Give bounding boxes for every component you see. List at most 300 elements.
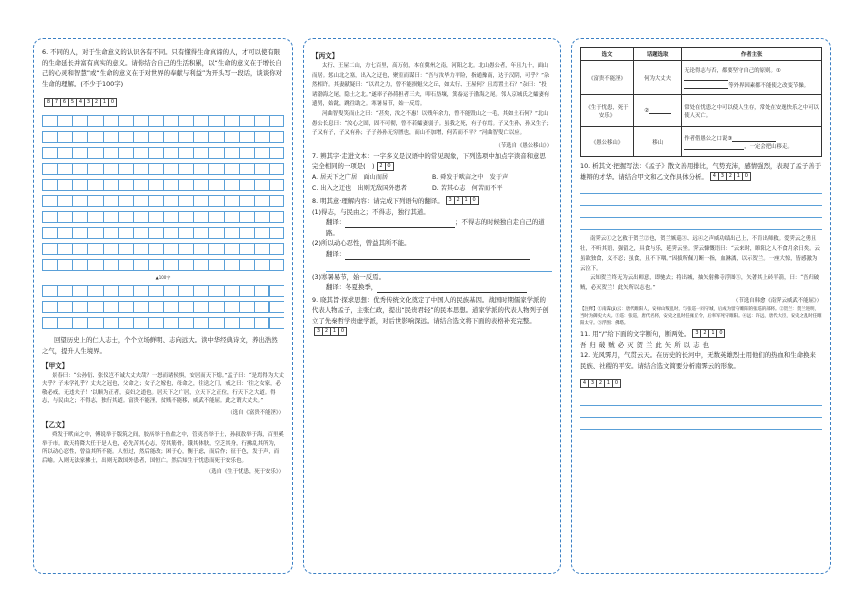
yi-source: （选自《生于忧患，死于安乐》） bbox=[205, 469, 284, 476]
score-cell[interactable]: 1 bbox=[463, 197, 471, 204]
grid-cell[interactable] bbox=[133, 243, 148, 255]
grid-cell[interactable] bbox=[239, 115, 254, 127]
grid-cell[interactable] bbox=[42, 259, 57, 271]
grid-cell[interactable] bbox=[57, 195, 72, 207]
grid-cell[interactable] bbox=[163, 163, 178, 175]
score-box[interactable] bbox=[692, 329, 725, 338]
grid-cell[interactable] bbox=[224, 301, 239, 313]
grid-cell[interactable] bbox=[193, 301, 208, 313]
grid-cell[interactable] bbox=[208, 131, 223, 143]
grid-cell[interactable] bbox=[239, 317, 254, 329]
grid-cell[interactable] bbox=[254, 227, 269, 239]
score-cell[interactable]: 1 bbox=[101, 99, 109, 106]
grid-cell[interactable] bbox=[103, 147, 118, 159]
grid-cell[interactable] bbox=[72, 195, 87, 207]
grid-cell[interactable] bbox=[193, 147, 208, 159]
grid-cell[interactable] bbox=[57, 285, 72, 297]
q12-answer-line[interactable] bbox=[580, 394, 822, 406]
score-cell[interactable]: 2 bbox=[378, 163, 386, 170]
grid-cell[interactable] bbox=[163, 301, 178, 313]
grid-cell[interactable] bbox=[224, 179, 239, 191]
score-cell[interactable]: 4 bbox=[711, 173, 719, 180]
jia-source: （选自《富贵不能淫》） bbox=[227, 409, 284, 416]
grid-cell[interactable] bbox=[239, 211, 254, 223]
grid-cell[interactable] bbox=[57, 179, 72, 191]
grid-cell[interactable] bbox=[42, 163, 57, 175]
grid-cell[interactable] bbox=[193, 285, 208, 297]
question-6: 6. 不同的人，对于生命意义的认识各有不同。只有懂得生命真谛的人，才可以使有限的生命延长并富有真实的意义。请你结合自己的生活积累，以“生命的意义在于增长自己的心灵和智慧”或“生命的意义在于对世界的奉献与利益”为开头写一段话，谈谈你对生命的理解。(不少于100字) bbox=[42, 48, 282, 88]
grid-cell[interactable] bbox=[239, 179, 254, 191]
grid-cell[interactable] bbox=[224, 285, 239, 297]
grid-cell[interactable] bbox=[103, 285, 118, 297]
grid-cell[interactable] bbox=[269, 115, 284, 127]
grid-cell[interactable] bbox=[239, 195, 254, 207]
grid-cell[interactable] bbox=[57, 227, 72, 239]
grid-cell[interactable] bbox=[57, 243, 72, 255]
grid-cell[interactable] bbox=[148, 317, 163, 329]
score-cell[interactable]: 3 bbox=[693, 330, 701, 337]
grid-cell[interactable] bbox=[42, 179, 57, 191]
grid-cell[interactable] bbox=[42, 243, 57, 255]
grid-cell[interactable] bbox=[254, 131, 269, 143]
score-cell[interactable]: 0 bbox=[387, 162, 391, 169]
score-cell[interactable]: 3 bbox=[719, 173, 727, 180]
score-cell[interactable]: 1 bbox=[605, 380, 613, 387]
grid-cell[interactable] bbox=[208, 195, 223, 207]
grid-cell[interactable] bbox=[163, 179, 178, 191]
grid-cell[interactable] bbox=[224, 163, 239, 175]
grid-cell[interactable] bbox=[193, 243, 208, 255]
grid-cell[interactable] bbox=[269, 259, 284, 271]
grid-cell[interactable] bbox=[193, 211, 208, 223]
grid-cell[interactable] bbox=[118, 317, 133, 329]
grid-cell[interactable] bbox=[208, 285, 223, 297]
grid-cell[interactable] bbox=[118, 259, 133, 271]
jia-title: 【甲文】 bbox=[42, 361, 69, 370]
q8-answer-3[interactable]: 翻译：冬夏换季， bbox=[312, 282, 552, 293]
grid-cell[interactable] bbox=[148, 131, 163, 143]
score-box[interactable] bbox=[710, 172, 751, 181]
grid-cell[interactable] bbox=[148, 115, 163, 127]
q7-option-a[interactable]: A. 居天下之广居 面山而居 bbox=[312, 173, 389, 181]
grid-cell[interactable] bbox=[72, 115, 87, 127]
grid-cell[interactable] bbox=[208, 301, 223, 313]
grid-cell[interactable] bbox=[57, 317, 72, 329]
grid-cell[interactable] bbox=[133, 259, 148, 271]
table-cell: 《富贵不能淫》 bbox=[581, 61, 634, 95]
score-cell[interactable]: 2 bbox=[597, 380, 605, 387]
grid-cell[interactable] bbox=[224, 317, 239, 329]
grid-cell[interactable] bbox=[57, 131, 72, 143]
grid-cell[interactable] bbox=[224, 115, 239, 127]
grid-cell[interactable] bbox=[239, 243, 254, 255]
q7-option-b[interactable]: B. 舜发于畎亩之中 发于声 bbox=[432, 173, 509, 181]
q10-answer-line[interactable] bbox=[580, 218, 822, 230]
grid-cell[interactable] bbox=[118, 195, 133, 207]
grid-cell[interactable] bbox=[133, 195, 148, 207]
grid-cell[interactable] bbox=[269, 211, 284, 223]
score-cell[interactable]: 8 bbox=[45, 99, 53, 106]
grid-cell[interactable] bbox=[239, 147, 254, 159]
grid-cell[interactable] bbox=[42, 211, 57, 223]
grid-cell[interactable] bbox=[87, 227, 102, 239]
question-11: 11. 用“/”给下面的文字断句，断两处。 3 2 1 0 bbox=[580, 329, 822, 340]
grid-cell[interactable] bbox=[103, 115, 118, 127]
grid-cell[interactable] bbox=[163, 195, 178, 207]
grid-cell[interactable] bbox=[193, 317, 208, 329]
grid-cell[interactable] bbox=[269, 285, 284, 297]
score-box[interactable] bbox=[314, 327, 347, 336]
grid-cell[interactable] bbox=[254, 243, 269, 255]
grid-cell[interactable] bbox=[224, 147, 239, 159]
grid-cell[interactable] bbox=[178, 317, 193, 329]
grid-cell[interactable] bbox=[269, 179, 284, 191]
score-box[interactable] bbox=[44, 98, 117, 107]
grid-cell[interactable] bbox=[72, 259, 87, 271]
score-cell[interactable]: 3 bbox=[315, 328, 323, 335]
grid-cell[interactable] bbox=[178, 131, 193, 143]
grid-cell[interactable] bbox=[239, 285, 254, 297]
grid-cell[interactable] bbox=[193, 115, 208, 127]
grid-cell[interactable] bbox=[148, 195, 163, 207]
score-cell[interactable]: 2 bbox=[93, 99, 101, 106]
table-cell-answer[interactable]: 无论得志与否，都要坚守自己的原则。① 等外界因素都不能使之改变节操。 bbox=[682, 61, 822, 95]
grid-cell[interactable] bbox=[163, 243, 178, 255]
grid-cell[interactable] bbox=[87, 195, 102, 207]
grid-cell[interactable] bbox=[208, 163, 223, 175]
score-cell[interactable]: 1 bbox=[331, 328, 339, 335]
score-cell[interactable]: 4 bbox=[581, 380, 589, 387]
table-cell: 移山 bbox=[634, 127, 682, 157]
grid-cell[interactable] bbox=[72, 179, 87, 191]
score-cell[interactable]: 2 bbox=[701, 330, 709, 337]
grid-cell[interactable] bbox=[224, 211, 239, 223]
grid-cell[interactable] bbox=[103, 211, 118, 223]
grid-cell[interactable] bbox=[72, 147, 87, 159]
grid-cell[interactable] bbox=[103, 179, 118, 191]
grid-cell[interactable] bbox=[42, 227, 57, 239]
grid-cell[interactable] bbox=[118, 147, 133, 159]
grid-cell[interactable] bbox=[87, 115, 102, 127]
grid-cell[interactable] bbox=[163, 115, 178, 127]
column-3 bbox=[571, 38, 831, 574]
grid-cell[interactable] bbox=[87, 259, 102, 271]
grid-cell[interactable] bbox=[148, 227, 163, 239]
q8-answer-2-line[interactable] bbox=[326, 260, 552, 272]
question-7: 7. 辨其字·走进文本：一字多义是汉语中的常见现象，下列选项中加点字读音和意思完全相同的一项是( ) 2 0 bbox=[312, 151, 546, 171]
writing-grid[interactable] bbox=[42, 115, 284, 329]
grid-cell[interactable] bbox=[72, 301, 87, 313]
score-cell[interactable]: 0 bbox=[614, 380, 619, 387]
grid-cell[interactable] bbox=[193, 259, 208, 271]
grid-cell[interactable] bbox=[208, 227, 223, 239]
grid-cell[interactable] bbox=[239, 227, 254, 239]
grid-cell[interactable] bbox=[72, 285, 87, 297]
grid-cell[interactable] bbox=[178, 147, 193, 159]
grid-cell[interactable] bbox=[133, 115, 148, 127]
grid-cell[interactable] bbox=[254, 285, 269, 297]
grid-cell[interactable] bbox=[87, 131, 102, 143]
grid-cell[interactable] bbox=[254, 115, 269, 127]
bing-title: 【丙文】 bbox=[312, 52, 339, 60]
grid-cell[interactable] bbox=[254, 179, 269, 191]
grid-cell[interactable] bbox=[269, 163, 284, 175]
question-8: 8. 明其意·理解内容：请完成下列语句的翻译。 3 2 1 0 bbox=[312, 196, 552, 207]
grid-cell[interactable] bbox=[103, 317, 118, 329]
grid-cell[interactable] bbox=[118, 285, 133, 297]
grid-cell[interactable] bbox=[178, 301, 193, 313]
q7-option-d[interactable]: D. 苦其心志 何苦而不平 bbox=[432, 184, 503, 192]
grid-cell[interactable] bbox=[57, 259, 72, 271]
score-cell[interactable]: 2 bbox=[323, 328, 331, 335]
grid-cell[interactable] bbox=[87, 163, 102, 175]
grid-cell[interactable] bbox=[208, 243, 223, 255]
grid-cell[interactable] bbox=[72, 227, 87, 239]
q8-answer-1[interactable]: 翻译： ；不得志的时候独自走自己的道路。 bbox=[326, 218, 545, 237]
grid-cell[interactable] bbox=[133, 285, 148, 297]
grid-cell[interactable] bbox=[103, 131, 118, 143]
notes: 【注释】①南霁(jì)云：唐代睢阳人，安禄山叛乱时，与张巡一同守城，后成为留守睢阳的张巡的部将。②贺兰：贺兰进明，当时为御史大夫。③巡：张巡，唐代名将，安史之乱时任雍丘令，后率军死守睢阳。④远：许远，唐代大臣，安史之乱时任睢阳太守。⑤浮图：佛塔。 bbox=[580, 306, 822, 326]
grid-cell[interactable] bbox=[254, 195, 269, 207]
bing-text-2: 河曲智叟笑而止之曰：“甚矣，汝之不惠！以残年余力，曾不能毁山之一毛，其如土石何？”北山愚公长息曰：“汝心之固，固不可彻，曾不若孀妻弱子。虽我之死，有子存焉。子又生孙，孙又生子；子又有子，子又有孙；子子孙孙无穷匮也，而山不加增，何苦而不平？”河曲智叟亡以应。 bbox=[312, 110, 552, 137]
grid-cell[interactable] bbox=[269, 195, 284, 207]
grid-cell[interactable] bbox=[178, 163, 193, 175]
grid-cell[interactable] bbox=[208, 317, 223, 329]
grid-cell[interactable] bbox=[254, 147, 269, 159]
grid-cell[interactable] bbox=[103, 243, 118, 255]
grid-cell[interactable] bbox=[163, 227, 178, 239]
grid-cell[interactable] bbox=[42, 147, 57, 159]
grid-cell[interactable] bbox=[133, 179, 148, 191]
grid-cell[interactable] bbox=[163, 259, 178, 271]
q10-answer-line[interactable] bbox=[580, 206, 822, 218]
grid-cell[interactable] bbox=[193, 227, 208, 239]
grid-cell[interactable] bbox=[178, 211, 193, 223]
grid-cell[interactable] bbox=[193, 163, 208, 175]
ding-text-1: 南霁云①之乞救于贺兰②也，贺兰嫉巡③、远④之声威功绩出己上，不肯出师救。爱霁云之勇且壮，不听其语，强留之，具食与乐，延霁云坐。霁云慷慨语曰：“云来时，睢阳之人不食月余日矣。云虽欲独食，义不忍；虽食，且不下咽。”因拔所佩刀断一指，血淋漓，以示贺兰。一座大惊，皆感激为云泣下。 bbox=[580, 236, 820, 272]
score-cell[interactable]: 0 bbox=[110, 99, 115, 106]
grid-cell[interactable] bbox=[118, 179, 133, 191]
grid-cell[interactable] bbox=[42, 301, 57, 313]
ding-text-2: 云知贺兰终无为云出师意，即驰去；将出城，抽矢射佛寺浮图⑤，矢著其上砖半箭，曰：“吾归破贼，必灭贺兰！此矢所以志也。” bbox=[580, 275, 820, 292]
intro-text: 回望历史上的仁人志士，个个立场鲜明、志向远大。读中华经典诗文，养出浩然之气，提升人生境界。 bbox=[42, 336, 278, 355]
q12-answer-line[interactable] bbox=[580, 418, 822, 430]
grid-cell[interactable] bbox=[208, 259, 223, 271]
grid-cell[interactable] bbox=[193, 131, 208, 143]
grid-cell[interactable] bbox=[72, 317, 87, 329]
grid-cell[interactable] bbox=[224, 227, 239, 239]
grid-cell[interactable] bbox=[254, 163, 269, 175]
grid-cell[interactable] bbox=[163, 211, 178, 223]
grid-cell[interactable] bbox=[103, 259, 118, 271]
grid-cell[interactable] bbox=[208, 147, 223, 159]
grid-cell[interactable] bbox=[178, 227, 193, 239]
score-box[interactable] bbox=[580, 379, 621, 388]
grid-cell[interactable] bbox=[239, 131, 254, 143]
score-cell[interactable]: 1 bbox=[735, 173, 743, 180]
bing-text-1: 太行、王屋二山，方七百里，高万仞，本在冀州之南，河阳之北。北山愚公者，年且九十，面山而居。惩山北之塞，出入之迂也，聚室而谋曰：“吾与汝毕力平险，指通豫南，达于汉阴，可乎？”杂然相许。其妻献疑曰：“以君之力，曾不能损魁父之丘，如太行、王屋何？且焉置土石？”杂曰：“投诸渤海之尾，隐土之北。”遂率子孙荷担者三夫，叩石垦壤，箕畚运于渤海之尾。邻人京城氏之孀妻有遗男，始龀，跳往助之。寒暑易节，始一反焉。 bbox=[312, 63, 550, 108]
grid-cell[interactable] bbox=[148, 179, 163, 191]
grid-cell[interactable] bbox=[103, 301, 118, 313]
grid-cell[interactable] bbox=[178, 259, 193, 271]
grid-cell[interactable] bbox=[87, 179, 102, 191]
grid-cell[interactable] bbox=[269, 317, 284, 329]
grid-cell[interactable] bbox=[148, 147, 163, 159]
grid-cell[interactable] bbox=[118, 163, 133, 175]
grid-cell[interactable] bbox=[269, 131, 284, 143]
grid-cell[interactable] bbox=[42, 317, 57, 329]
table-head-text: 选文 bbox=[581, 48, 634, 61]
grid-cell[interactable] bbox=[87, 243, 102, 255]
grid-cell[interactable] bbox=[178, 115, 193, 127]
score-cell[interactable]: 0 bbox=[719, 330, 723, 337]
grid-cell[interactable] bbox=[118, 115, 133, 127]
grid-cell[interactable] bbox=[148, 259, 163, 271]
grid-cell[interactable] bbox=[239, 163, 254, 175]
score-cell[interactable]: 1 bbox=[709, 330, 717, 337]
grid-cell[interactable] bbox=[224, 195, 239, 207]
q10-answer-line[interactable] bbox=[580, 182, 822, 194]
grid-cell[interactable] bbox=[178, 243, 193, 255]
grid-cell[interactable] bbox=[133, 227, 148, 239]
grid-cell[interactable] bbox=[118, 243, 133, 255]
grid-cell[interactable] bbox=[224, 243, 239, 255]
grid-cell[interactable] bbox=[239, 301, 254, 313]
q6-score-box bbox=[42, 92, 284, 111]
grid-cell[interactable] bbox=[269, 301, 284, 313]
grid-cell[interactable] bbox=[72, 211, 87, 223]
q11-sentence[interactable]: 吾 归 破 贼 必 灭 贺 兰 此 矢 所 以 志 也 bbox=[580, 340, 710, 349]
grid-cell[interactable] bbox=[269, 243, 284, 255]
grid-cell[interactable] bbox=[42, 115, 57, 127]
grid-cell[interactable] bbox=[208, 179, 223, 191]
bing-source: （节选自《愚公移山》） bbox=[495, 142, 552, 149]
table-cell: 何为大丈夫 bbox=[634, 61, 682, 95]
grid-cell[interactable] bbox=[133, 131, 148, 143]
score-cell[interactable]: 6 bbox=[61, 99, 69, 106]
grid-cell[interactable] bbox=[133, 147, 148, 159]
grid-cell[interactable] bbox=[118, 301, 133, 313]
grid-cell[interactable] bbox=[163, 317, 178, 329]
grid-cell[interactable] bbox=[42, 285, 57, 297]
grid-cell[interactable] bbox=[103, 227, 118, 239]
q8-answer-2[interactable]: 翻译： bbox=[312, 249, 552, 260]
grid-cell[interactable] bbox=[87, 317, 102, 329]
grid-cell[interactable] bbox=[72, 131, 87, 143]
q8-item-1: (1)得志，与民由之；不得志，独行其道。 bbox=[312, 207, 430, 216]
grid-cell[interactable] bbox=[118, 227, 133, 239]
grid-cell[interactable] bbox=[87, 285, 102, 297]
grid-cell[interactable] bbox=[178, 195, 193, 207]
column-2 bbox=[303, 38, 561, 574]
score-cell[interactable]: 7 bbox=[53, 99, 61, 106]
grid-cell[interactable] bbox=[118, 211, 133, 223]
score-cell[interactable]: 0 bbox=[340, 327, 345, 334]
grid-cell[interactable] bbox=[87, 147, 102, 159]
score-cell[interactable]: 3 bbox=[589, 380, 597, 387]
grid-cell[interactable] bbox=[224, 259, 239, 271]
grid-cell[interactable] bbox=[57, 211, 72, 223]
grid-cell[interactable] bbox=[133, 317, 148, 329]
grid-cell[interactable] bbox=[103, 195, 118, 207]
grid-cell[interactable] bbox=[87, 211, 102, 223]
grid-cell[interactable] bbox=[57, 115, 72, 127]
grid-cell[interactable] bbox=[239, 259, 254, 271]
grid-cell[interactable] bbox=[254, 259, 269, 271]
grid-cell[interactable] bbox=[269, 227, 284, 239]
table-cell: 《生于忧患，死于安乐》 bbox=[581, 95, 634, 127]
yi-title: 【乙文】 bbox=[42, 420, 69, 429]
grid-cell[interactable] bbox=[148, 285, 163, 297]
score-cell[interactable]: 3 bbox=[447, 197, 455, 204]
score-box[interactable] bbox=[377, 162, 394, 171]
grid-cell[interactable] bbox=[72, 163, 87, 175]
grid-cell[interactable] bbox=[193, 195, 208, 207]
grid-cell[interactable] bbox=[118, 131, 133, 143]
grid-cell[interactable] bbox=[224, 131, 239, 143]
q9-table bbox=[580, 47, 822, 157]
score-cell[interactable]: 2 bbox=[727, 173, 735, 180]
word-count-mark: ▲100字 bbox=[155, 275, 171, 281]
yi-text: 舜发于畎亩之中，傅说举于版筑之间，胶鬲举于鱼盐之中，管夷吾举于士，孙叔敖举于海，百里奚举于市。故天将降大任于是人也，必先苦其心志，劳其筋骨，饿其体肤，空乏其身，行拂乱其所为，所以动心忍性，曾益其所不能。人恒过，然后能改；困于心，衡于虑，而后作；征于色，发于声，而后喻。入则无法家拂士，出则无敌国外患者，国恒亡。然后知生于忧患而死于安乐也。 bbox=[42, 431, 284, 464]
grid-cell[interactable] bbox=[163, 131, 178, 143]
score-box[interactable] bbox=[446, 196, 479, 205]
grid-cell[interactable] bbox=[163, 147, 178, 159]
ding-source: （节选自韩愈《南霁云威武不能屈》） bbox=[733, 297, 822, 304]
grid-cell[interactable] bbox=[178, 179, 193, 191]
q7-option-c[interactable]: C. 出入之迂也 出则无敌国外患者 bbox=[312, 184, 407, 192]
question-12: 12. 光风霁月，气贯云天。在历史的长河中，无数英雄烈士用他们的热血和生命换来民族、社稷的平安。请结合选文简要分析南霁云的形象。 bbox=[580, 351, 816, 370]
grid-cell[interactable] bbox=[178, 285, 193, 297]
grid-cell[interactable] bbox=[42, 195, 57, 207]
grid-cell[interactable] bbox=[148, 211, 163, 223]
grid-cell[interactable] bbox=[254, 301, 269, 313]
score-cell[interactable]: 2 bbox=[455, 197, 463, 204]
table-head-view: 作者主张 bbox=[682, 48, 822, 61]
question-9: 9. 晓其旨·探求思想：优秀传统文化奠定了中国人的民族基因。战国时期儒家学派的代表人物孟子，主张仁政，提出“民贵君轻”的民本思想。道家学派的代表人物列子创立了先秦哲学贵虚学派，对后世影响深远。请结合选文将下面的表格补充完整。 3 2 1 0 bbox=[312, 295, 549, 334]
grid-cell[interactable] bbox=[193, 179, 208, 191]
grid-cell[interactable] bbox=[148, 301, 163, 313]
q10-answer-line[interactable] bbox=[580, 194, 822, 206]
score-cell[interactable]: 3 bbox=[85, 99, 93, 106]
grid-cell[interactable] bbox=[57, 163, 72, 175]
table-cell-answer[interactable]: 作者借愚公之口说③ ，一定会把山移走。 bbox=[682, 127, 822, 157]
score-cell[interactable]: 4 bbox=[77, 99, 85, 106]
score-cell[interactable]: 0 bbox=[744, 173, 748, 180]
score-cell[interactable]: 0 bbox=[472, 197, 476, 204]
q12-answer-line[interactable] bbox=[580, 406, 822, 418]
grid-cell[interactable] bbox=[148, 163, 163, 175]
grid-cell[interactable] bbox=[42, 131, 57, 143]
grid-cell[interactable] bbox=[133, 211, 148, 223]
table-cell-answer[interactable]: ② bbox=[634, 95, 682, 127]
grid-cell[interactable] bbox=[208, 211, 223, 223]
grid-cell[interactable] bbox=[57, 301, 72, 313]
grid-cell[interactable] bbox=[148, 243, 163, 255]
grid-cell[interactable] bbox=[72, 243, 87, 255]
grid-cell[interactable] bbox=[254, 317, 269, 329]
grid-cell[interactable] bbox=[254, 211, 269, 223]
grid-cell[interactable] bbox=[57, 147, 72, 159]
grid-cell[interactable] bbox=[103, 163, 118, 175]
grid-cell[interactable] bbox=[133, 163, 148, 175]
grid-cell[interactable] bbox=[269, 147, 284, 159]
grid-cell[interactable] bbox=[87, 301, 102, 313]
grid-cell[interactable] bbox=[208, 115, 223, 127]
grid-cell[interactable] bbox=[163, 285, 178, 297]
score-cell[interactable]: 5 bbox=[69, 99, 77, 106]
grid-cell[interactable] bbox=[133, 301, 148, 313]
